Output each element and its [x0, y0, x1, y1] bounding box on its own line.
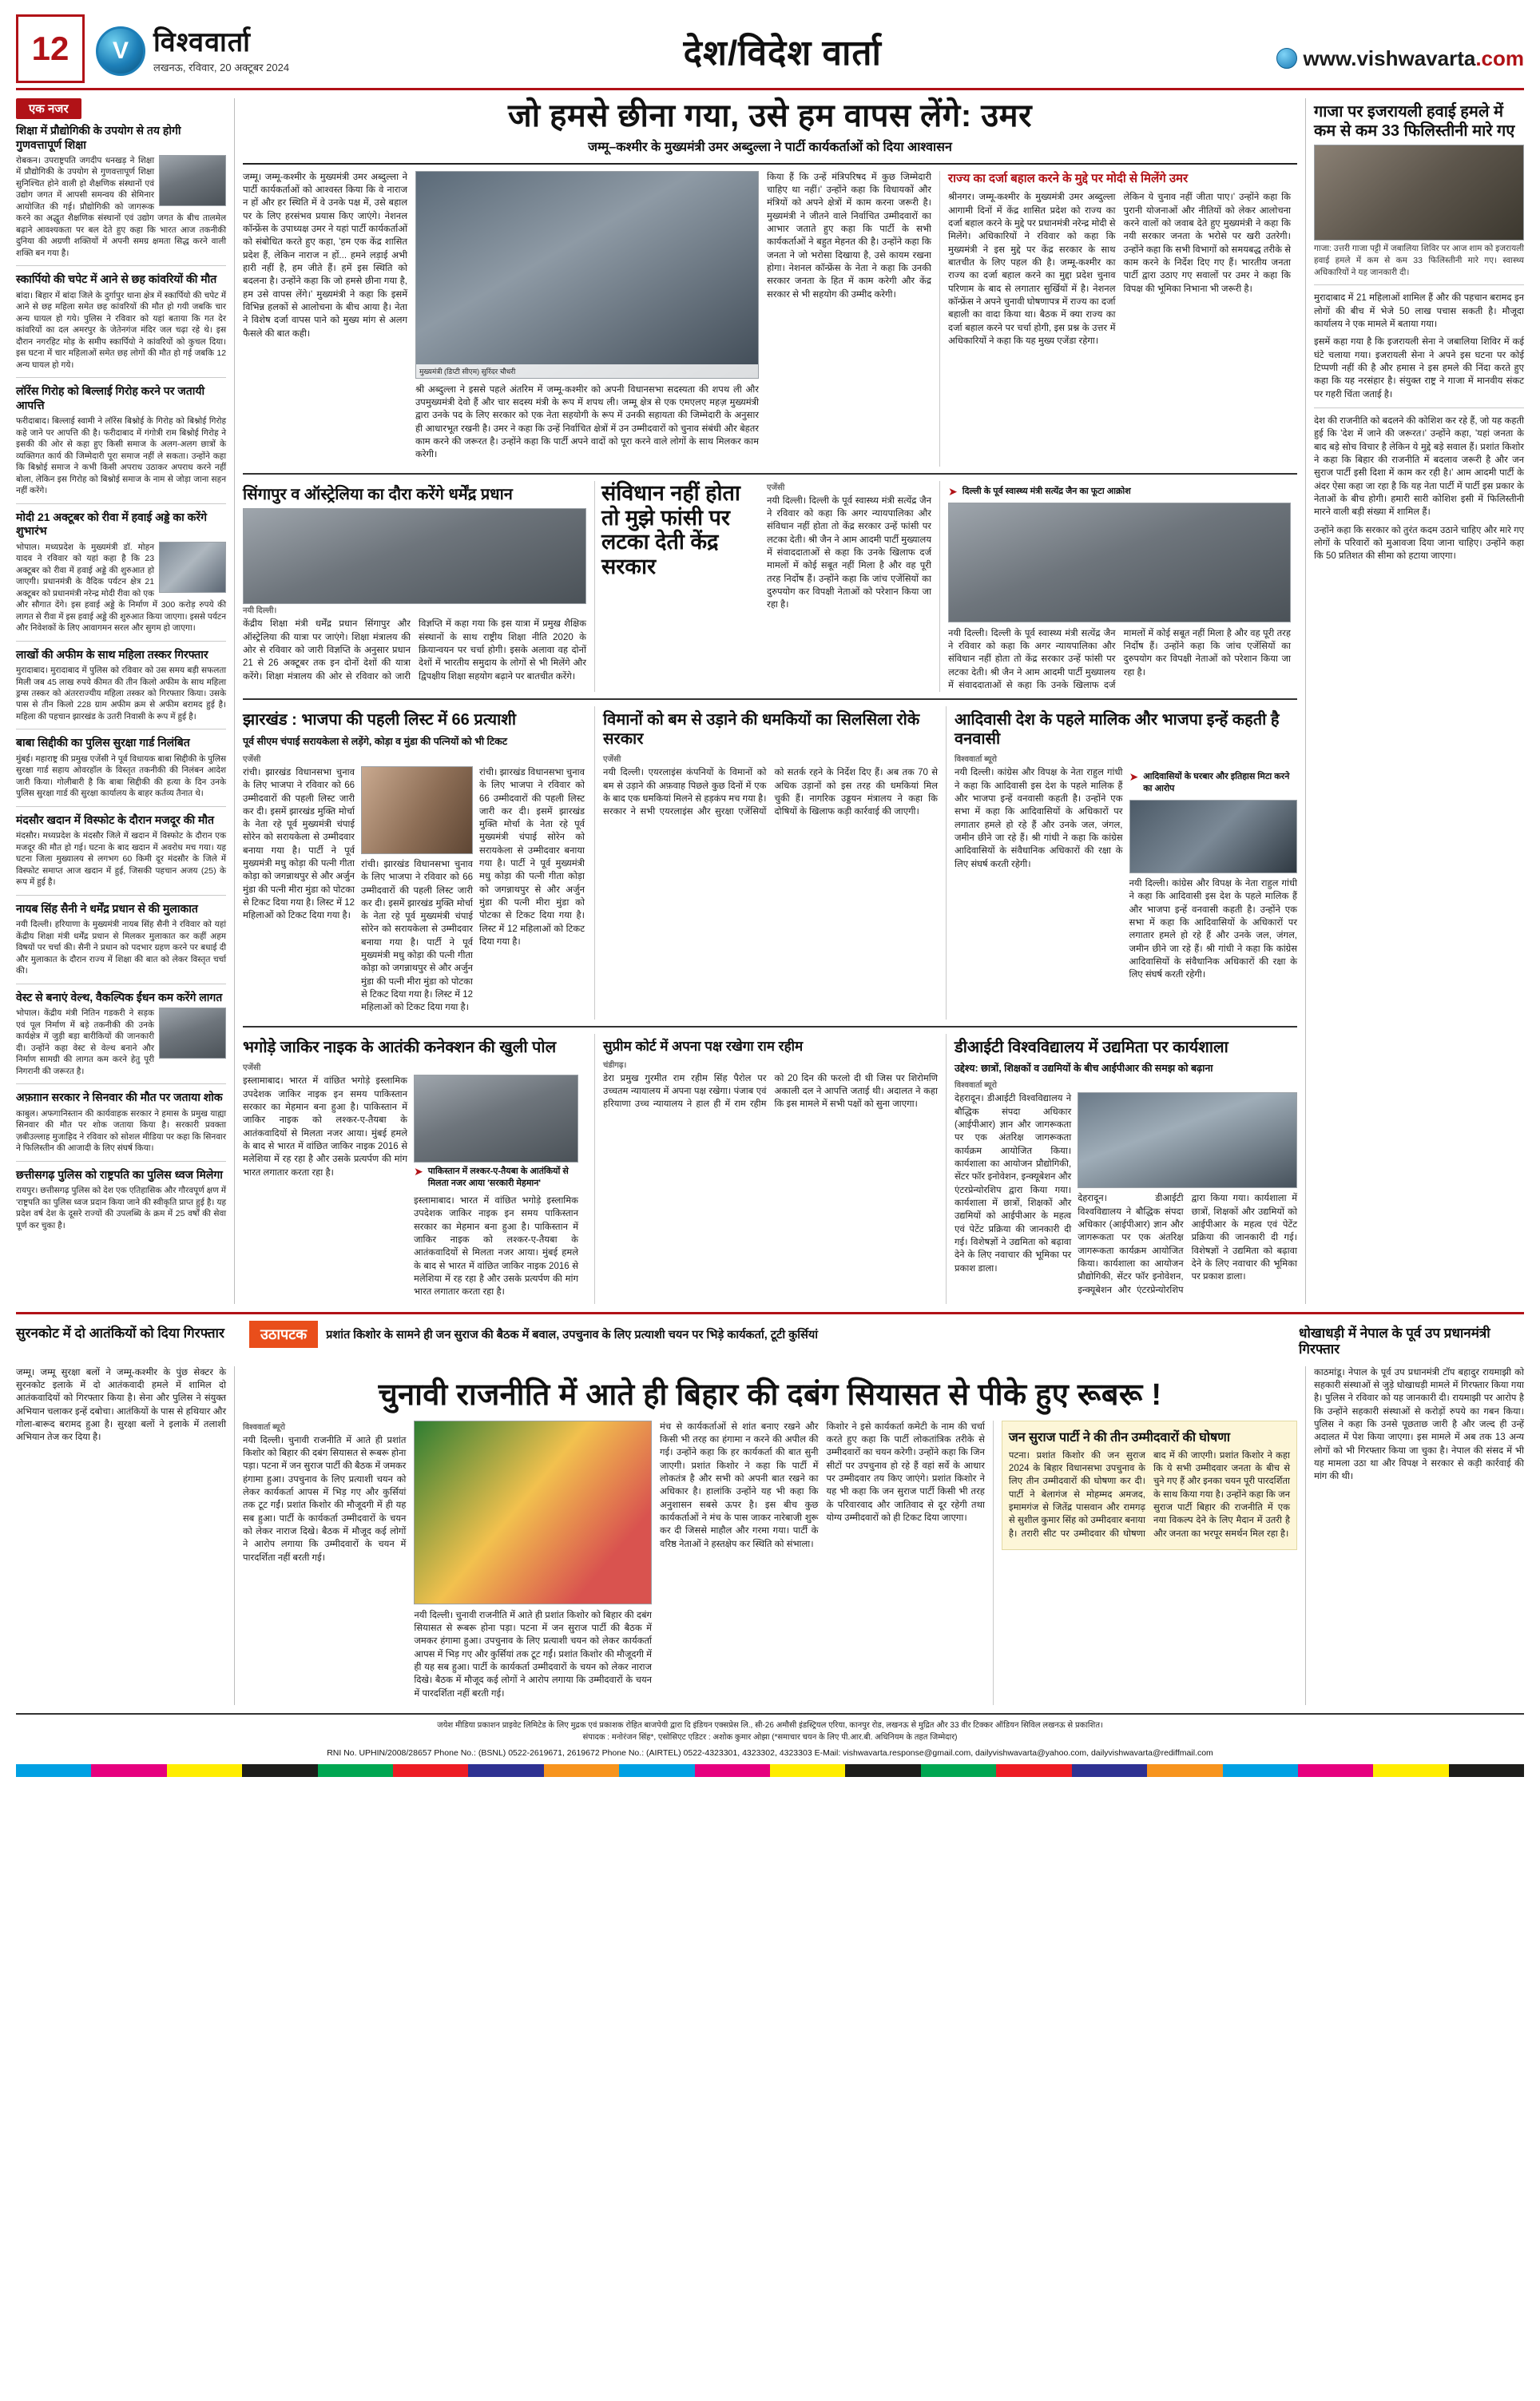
story-headline-jharkhand: झारखंड : भाजपा की पहली लिस्ट में 66 प्रत्याशी — [243, 711, 517, 729]
brief-photo — [159, 155, 226, 206]
lead-photo-caption: मुख्यमंत्री (डिप्टी सीएम) सुरिंदर चौधरी — [416, 364, 758, 378]
story-byline: चंडीगढ़। — [603, 1060, 627, 1070]
lead-subhead: जम्मू–कश्मीर के मुख्यमंत्री उमर अब्दुल्ला ने पार्टी कार्यकर्ताओं को दिया आश्वासन — [588, 141, 952, 154]
right-item-1: इसमें कहा गया है कि इजरायली सेना ने जबालिया शिविर में कई घंटे चलाया गया। इजरायली सेना ने अपने इस घटना पर कोई टिप्पणी नहीं की है और हमास ने इस हमले की निंदा करते हुए कहा कि यह नरसंहार है। संयुक्त राष्ट्र ने गाजा में मानवीय संकट पर गहरी चिंता जताई है। — [1313, 337, 1524, 400]
brief-item — [16, 1091, 226, 1154]
feature-col3: किशोर ने इसे कार्यकर्ता कमेटी के नाम की चर्चा करते हुए कहा कि पार्टी लोकतांत्रिक तरीके से उम्मीदवारों का चयन करेगी। उन्होंने कहा कि जिन सीटों पर उपचुनाव हो रहे हैं वहां सर्वे के आधार पर उम्मीदवार तय किए जाएंगे। प्रशांत किशोर ने यह भी कहा कि जन सुराज पार्टी किसी भी तरह के परिवारवाद और जातिवाद से दूर रहेगी तथा योग्य उम्मीदवारों को ही टिकट दिया जाएगा। — [826, 1421, 985, 1524]
lead-col3: किया हैं कि उन्हें मंत्रिपरिषद में कुछ जिम्मेदारी चाहिए था नहीं।' उन्होंने कहा कि विधायकों और मंत्रियों को अपने क्षेत्रों में काम करना जरूरी है। मुख्यमंत्री ने जीतने वाले निर्वाचित उम्मीदवारों का आभार जताते हुए कहा कि पार्टी के सभी कार्यकर्ताओं ने बहुत मेहनत की है। उन्होंने कहा कि जनता ने जो भरोसा दिखाया है, उसे कायम रखना होगा। नेशनल कॉन्फ्रेंस के नेता ने कहा कि उनकी सरकार जनता के हित में काम करेगी और केंद्र सरकार से भी सहयोग की उम्मीद करेगी। — [767, 172, 931, 300]
gaza-headline: गाजा पर इजरायली हवाई हमले में कम से कम 33 फिलिस्तीनी मारे गए — [1313, 103, 1515, 140]
story-text-dit: देहरादून। डीआईटी विश्वविद्यालय ने बौद्धिक संपदा अधिकार (आईपीआर) ज्ञान और जागरूकता पर एक अंतरिक्ष जागरूकता कार्यक्रम आयोजित किया। कार्यशाला का आयोजन प्रौद्योगिकी, सेंटर फॉर इनोवेशन, इन्क्यूबेशन और एंटरप्रेन्योरशिप द्वारा किया गया। कार्यशाला में छात्रों, शिक्षकों और उद्यमियों को आईपीआर के महत्व एवं पेटेंट प्रक्रिया की जानकारी दी गई। विशेषज्ञों ने उद्यमिता को बढ़ावा देने के लिए नवाचार की भूमिका पर प्रकाश डाला। — [955, 1094, 1072, 1274]
brief-text: भोपाल। मध्यप्रदेश के मुख्यमंत्री डॉ. मोहन यादव ने रविवार को यहां कहा है कि 23 अक्टूबर को रीवा में हवाई अड्डे की शुरुआत हो जाएगी। प्रधानमंत्री के वैदिक पर्यटन क्षेत्र 21 अक्टूबर को प्रधानमंत्री नरेन्द्र मोदी रीवा को एक और सौगात देंगे। इस हवाई अड्डे के निर्माण में 300 करोड़ रुपये की लागत से रीवा में इस हवाई अड्डे की शुरुआत किया जाएगा। इससे पर्यटन और निवेशकों के लिए आवागमन सरल और सुगम हो जाएगा। — [16, 542, 227, 634]
story-text-jharkhand-3: रांची। झारखंड विधानसभा चुनाव के लिए भाजपा ने रविवार को 66 उम्मीदवारों की पहली लिस्ट जारी कर दी। इसमें झारखंड मुक्ति मोर्चा के नेता रहे पूर्व मुख्यमंत्री चंपाई सोरेन को सरायकेला से उम्मीदवार बनाया गया है। पार्टी ने पूर्व मुख्यमंत्री मधु कोड़ा की पत्नी गीता कोड़ा को जगन्नाथपुर से और अर्जुन मुंडा की पत्नी मीरा मुंडा को पोटका से टिकट दिया गया है। लिस्ट में 12 महिलाओं को टिकट दिया गया है। — [479, 767, 585, 948]
lead-side-text-2: लेकिन ये चुनाव नहीं जीता पाए।' उन्होंने कहा कि पुरानी योजनाओं और नीतियों को लेकर आलोचना करने वालों को जवाब देते हुए मुख्यमंत्री ने कहा कि नयी सरकार जनता के भरोसे पर खरी उतरेगी। उन्होंने कहा कि सभी विभागों को समयबद्ध तरीके से काम करने के निर्देश दिए गए हैं। भारतीय जनता पार्टी द्वारा उठाए गए सवालों पर उमर ने कहा कि विपक्ष की भूमिका निभाना भी जरूरी है। — [1123, 193, 1291, 294]
website-tld: .com — [1475, 46, 1524, 70]
feature-col2: मंच से कार्यकर्ताओं से शांत बनाए रखने और किसी भी तरह का हंगामा न करने की अपील की गई। उन्होंने कहा कि हर कार्यकर्ता की बात सुनी जाएगी। प्रशांत किशोर ने कहा कि पार्टी में लोकतंत्र है और सभी को अपनी बात रखने का अधिकार है। हालांकि उन्होंने यह भी कहा कि अनुशासन सबसे ऊपर है। इस बीच कुछ कार्यकर्ताओं ने मंच के पास जाकर नारेबाजी शुरू कर दी जिससे माहौल और गरमा गया। पार्टी के वरिष्ठ नेताओं ने हस्तक्षेप कर स्थिति को संभाला। — [660, 1421, 819, 1549]
brief-item — [16, 511, 226, 634]
lead-headline: जो हमसे छीना गया, उसे हम वापस लेंगे: उमर — [508, 98, 1032, 133]
website-url: www.vishwavarta — [1303, 46, 1476, 70]
story-byline: एजेंसी — [767, 483, 785, 492]
publication-logo — [96, 14, 289, 83]
brief-text: मुंबई। महाराष्ट्र की प्रमुख एजेंसी ने पूर्व विधायक बाबा सिद्दीकी के पुलिस सुरक्षा गार्ड सहाय ओवरहॉल के विस्तृत तकनीकी की निलंबन आदेश जारी किया। गोलीबारी है कि बाबा सिद्दीकी की हत्या के दिन उनके पुलिस सुरक्षा गार्ड की सुरक्षा कार्यालय के बाहर कर्तव्य तैनात थे। — [16, 753, 227, 799]
brief-text: फरीदाबाद। बिल्लाई स्वामी ने लॉरेंस बिश्नोई के गिरोह को बिश्नोई गिरोह कहे जाने पर आपत्ति की है। फरीदाबाद में गंगोत्री राम बिश्नोई गिरोह ने इसकी की ओर से कहा हुए किसी समाज के अलग-अलग छात्रों के व्यक्तिगत कार्य की जिम्मेदारी पूरा समाज नहीं ले सकता। उन्होंने कहा कि बिश्नोई समाज ने कभी किसी अपराध उठाकर अपराध करने नहीं बोला, लेकिन इस गिरोह को बिश्नोई समाज के नाम से जोड़ा जाना सहन नहीं करेंगे। — [16, 416, 227, 496]
edition-date: लखनऊ, रविवार, 20 अक्टूबर 2024 — [153, 61, 290, 74]
feature-tag: उठापटक — [249, 1321, 318, 1348]
story-byline: एजेंसी — [243, 1063, 261, 1073]
story-text-adivasi-2: नयी दिल्ली। कांग्रेस और विपक्ष के नेता राहुल गांधी ने कहा कि आदिवासी इस देश के पहले मालिक हैं और भाजपा इन्हें वनवासी कहती है। उन्होंने एक सभा में कहा कि आदिवासियों के अधिकारों पर लगातार हमले हो रहे हैं और उनके जल, जंगल, जमीन छीने जा रहे हैं। श्री गांधी ने कहा कि कांग्रेस आदिवासियों के संवैधानिक अधिकारों की रक्षा के लिए संघर्ष करती रहेगी। — [1129, 879, 1297, 980]
pull-quote — [948, 486, 1291, 498]
pull-quote-text: दिल्ली के पूर्व स्वास्थ्य मंत्री सत्येंद्र जैन का फूटा आक्रोश — [962, 486, 1131, 496]
column-right-rail — [1314, 98, 1524, 1304]
brief-item — [16, 902, 226, 977]
story-headline-naik: भगोड़े जाकिर नाइक के आतंकी कनेक्शन की खुली पोल — [243, 1038, 557, 1056]
imprint-line-2: संपादक : मनोरंजन सिंह*, एसोसिएट एडिटर : अशोक कुमार ओझा (*समाचार चयन के लिए पी.आर.बी. अधिनियम के तहत जिम्मेदार) — [582, 1733, 958, 1743]
masthead — [16, 14, 1524, 90]
story-headline-ramrahim: सुप्रीम कोर्ट में अपना पक्ष रखेगा राम रहीम — [603, 1038, 804, 1054]
brief-text: बांदा। बिहार में बांदा जिले के दुर्गापुर थाना क्षेत्र में स्कार्पियो की चपेट में आने से छह महिला समेत छह कांवरियों की मौत हो गयी जबकि चार अन्य घायल हो गये। पुलिस ने रविवार को यहां बताया कि गत देर कांवरियों का दल अमरपुर के जेतेनगंज मंदिर जल चढ़ा रहे थे। इस दौरान नगरहिट मोड़ के समीप स्कार्पियो ने कांवरियों को कुचल दिया। इस घटना में चार महिलाओं समेत छह लोगों की मौत हो गई जबकि 12 अन्य घायल हो गये। — [16, 290, 227, 370]
pull-quote-naik: पाकिस्तान में लश्कर-ए-तैयबा के आतंकियों से मिलता नजर आया 'सरकारी मेहमान' — [427, 1167, 569, 1189]
brief-text: रोबकन। उपराष्ट्रपति जगदीप धनखड़ ने शिक्षा में प्रौद्योगिकी के उपयोग से गुणवत्तापूर्ण शिक्षा सुनिश्चित होने वाली हो शैक्षणिक संस्थानों एवं उद्योग जगत में आपसी समन्वय की सेमिनार आयोजित की गई। प्रौद्योगिकी को जागरूक करने का अद्धुत शैक्षणिक संस्थानों एवं उद्योग जगत के बीच तालमेल बढ़ाने आवश्यकता पर बल देते हुए कहा कि भारत आज तकनीकी दुनिया की अग्रणी शक्तियों में अपनी समग्र क्षमता सिद्ध करने वाली शक्ति बन गया है। — [16, 156, 227, 258]
feature-headline: चुनावी राजनीति में आते ही बिहार की दबंग सियासत से पीके हुए रूबरू ! — [378, 1377, 1162, 1412]
story-photo-pradhan — [243, 508, 586, 604]
brief-headline: बाबा सिद्दीकी का पुलिस सुरक्षा गार्ड निलंबित — [16, 736, 190, 749]
story-text-jharkhand-2: रांची। झारखंड विधानसभा चुनाव के लिए भाजपा ने रविवार को 66 उम्मीदवारों की पहली लिस्ट जारी कर दी। इसमें झारखंड मुक्ति मोर्चा के नेता रहे पूर्व मुख्यमंत्री चंपाई सोरेन को सरायकेला से उम्मीदवार बनाया गया है। पार्टी ने पूर्व मुख्यमंत्री मधु कोड़ा की पत्नी गीता कोड़ा को जगन्नाथपुर से और अर्जुन मुंडा की पत्नी मीरा मुंडा को पोटका से टिकट दिया गया है। लिस्ट में 12 महिलाओं को टिकट दिया गया है। — [361, 859, 473, 1013]
section-title: देश/विदेश वार्ता — [683, 34, 882, 73]
jansuraj-headline: जन सुराज पार्टी ने की तीन उम्मीदवारों की घोषणा — [1008, 1430, 1230, 1445]
nepal-headline: धोखाधड़ी में नेपाल के पूर्व उप प्रधानमंत्री गिरफ्तार — [1299, 1325, 1490, 1357]
story-headline-planes: विमानों को बम से उड़ाने की धमकियों का सिलसिला रोके सरकार — [603, 711, 920, 748]
story-text-dit-2: देहरादून। डीआईटी विश्वविद्यालय ने बौद्धिक संपदा अधिकार (आईपीआर) ज्ञान और जागरूकता पर एक अंतरिक्ष जागरूकता कार्यक्रम आयोजित किया। कार्यशाला का आयोजन प्रौद्योगिकी, सेंटर फॉर इनोवेशन, इन्क्यूबेशन और एंटरप्रेन्योरशिप द्वारा किया गया। कार्यशाला में छात्रों, शिक्षकों और उद्यमियों को आईपीआर के महत्व एवं पेटेंट प्रक्रिया की जानकारी दी गई। विशेषज्ञों ने उद्यमिता को बढ़ावा देने के लिए नवाचार की भूमिका पर प्रकाश डाला। — [1078, 1194, 1297, 1295]
brief-headline: शिक्षा में प्रौद्योगिकी के उपयोग से तय होगी गुणवत्तापूर्ण शिक्षा — [16, 124, 181, 151]
lead-photo — [415, 171, 759, 379]
brief-item — [16, 736, 226, 799]
brief-text: मंदसौर। मध्यप्रदेश के मंदसौर जिले में खदान में विस्फोट के दौरान एक मजदूर की मौत हो गई। घटना के बाद खदान में अवरोध मच गया। यह घटना जिला मुख्यालय से लगभग 60 किमी दूर मंदसौर के जिले में विस्फोट समाप्त आज खदान में हुई, जिसकी पहचान अजय (25) के रूप में हुई है। — [16, 831, 227, 888]
rni-line: RNI No. UPHIN/2008/28657 Phone No.: (BSNL) 0522-2619671, 2619672 Phone No.: (AIRTEL) 0522-4323301, 4323302, 4323303 E-Mail: vishwavarta.response@gmail.com, dailyvishwavarta@yahoo.com, dailyvishwavarta@rediffmail.com — [327, 1748, 1213, 1759]
globe-icon — [1276, 48, 1297, 69]
main-grid — [16, 98, 1524, 1304]
publication-name: विश्ववार्ता — [153, 26, 251, 58]
brief-text: काबुल। अफगानिस्तान की कार्यवाहक सरकार ने हमास के प्रमुख याह्या सिनवार की मौत पर शोक जताया किया है। सरकारी प्रवक्ता ज़बीउल्लाह मुजाहिद ने रविवार को सोशल मीडिया पर कहा कि सिनवार ने फिलिस्तीन की आजादी के लिए संघर्ष किया। — [16, 1108, 227, 1154]
story-byline: नयी दिल्ली। — [243, 606, 277, 616]
story-text-naik-2: इस्लामाबाद। भारत में वांछित भगोड़े इस्लामिक उपदेशक जाकिर नाइक इन समय पाकिस्तान सरकार का मेहमान बना हुआ है। पाकिस्तान में जाकिर नाइक को लश्कर-ए-तैयबा के आतंकवादियों से मिलता नजर आया। मुंबई हमले के बाद से भारत में वांछित जाकिर नाइक 2016 से मलेशिया में रह रहा है और उसके प्रत्यर्पण की मांग भारत लगातार करता रहा है। — [414, 1196, 578, 1298]
website-link[interactable] — [1276, 14, 1524, 83]
right-item-2: देश की राजनीति को बदलने की कोशिश कर रहे हैं, जो यह कहती हुई कि 'देश में जाने की जरूरत।' उन्होंने कहा, 'यहां जनता के बाद बड़े सोच विचार है लेकिन ये मुद्दे बड़े सवाल हैं। प्रशांत किशोर ने कहा कि बिहार की राजनीति में बदलाव जरूरी है और जन सुराज पार्टी इसी दिशा में काम कर रही है।' आम आदमी पार्टी के अंदर ऐसा कहा जा रहा है कि यह नेता पार्टी में पार्टी इस प्रकार के नेताओं के बीच होगी। हमारी सारी कोशिश इसी में फिलिस्तीनी मारने वाली बड़ी संख्या में शामिल हैं। — [1313, 415, 1524, 518]
story-byline: विश्ववार्ता ब्यूरो — [955, 755, 998, 765]
dit-workshop-photo — [1078, 1092, 1297, 1188]
brief-item — [16, 813, 226, 888]
print-color-bar — [16, 1764, 1524, 1777]
feature-col1b: नयी दिल्ली। चुनावी राजनीति में आते ही प्रशांत किशोर को बिहार की दबंग सियासत से रूबरू होना पड़ा। पटना में जन सुराज पार्टी की बैठक में जमकर हंगामा हुआ। उपचुनाव के लिए प्रत्याशी चयन को लेकर कार्यकर्ता आपस में भिड़ गए और कुर्सियां तक टूट गईं। प्रशांत किशोर की मौजूदगी में ही यह सब हुआ। पार्टी के कार्यकर्ता उम्मीदवारों के चयन को लेकर नाराज दिखे। बैठक में मौजूद कई लोगों ने आरोप लगाया कि उम्मीदवारों के चयन में पारदर्शिता नहीं बरती गई। — [414, 1610, 653, 1699]
lead-col2: श्री अब्दुल्ला ने इससे पहले अंतरिम में जम्मू-कश्मीर को अपनी विधानसभा सदस्यता की शपथ ली और उपमुख्यमंत्री देवो हैं और चार सदस्य मंत्री के रूप में शपथ ली। जम्मू क्षेत्र से एक एमएलए महज़ मुख्यमंत्री द्वारा उनके पद के लिए सरकार को एक नेता सहयोगी के रूप में उनकी सहायता की जिम्मेदारी के अनुसार ही आधारभूत रखनी है। उमर ने कहा कि उन्हें निर्वाचित क्षेत्रों में उन उम्मीदवारों को चुनाव संबंधी और बेहतर काम करने की जरूरत है। उन्होंने कहा कि पार्टी अपने वादों को पूरा करने वाले लोगों के साथ मिलकर काम करेगी। — [415, 384, 759, 460]
story-subhead-jharkhand: पूर्व सीएम चंपाई सरायकेला से लड़ेंगे, कोड़ा व मुंडा की पत्नियों को भी टिकट — [243, 735, 508, 747]
feature-photo — [414, 1421, 652, 1604]
brief-headline: अफ़ग़ान सरकार ने सिनवार की मौत पर जताया शोक — [16, 1091, 223, 1104]
quote-arrow-icon: ➤ — [1129, 770, 1139, 784]
story-headline-prdhan: सिंगापुर व ऑस्ट्रेलिया का दौरा करेंगे धर्मेंद्र प्रधान — [243, 485, 513, 503]
rahul-gandhi-photo — [1129, 800, 1298, 873]
brief-headline: छत्तीसगढ़ पुलिस को राष्ट्रपति का पुलिस ध्वज मिलेगा — [16, 1167, 223, 1181]
satyendra-jain-photo — [948, 503, 1291, 622]
brief-headline: स्कार्पियो की चपेट में आने से छह कांवरियों की मौत — [16, 272, 217, 286]
brief-item — [16, 648, 226, 723]
center-block — [243, 98, 1297, 1304]
lead-side-text: श्रीनगर। जम्मू-कश्मीर के मुख्यमंत्री उमर अब्दुल्ला आगामी दिनों में केंद्र शासित प्रदेश को राज्य का दर्जा बहाल करने के मुद्दे पर प्रधानमंत्री नरेन्द्र मोदी से मिलेंगे। अधिकारियों ने रविवार को कहा कि मुख्यमंत्री ने इस मुद्दे पर केंद्र सरकार के साथ बातचीत के लिए पहल की है। जम्मू-कश्मीर का राज्य का दर्जा बहाल करने का मुद्दा प्रदेश चुनाव परिणाम के बाद से लगातार सुर्खियों में है। नेशनल कॉन्फ्रेंस ने अपने चुनावी घोषणापत्र में राज्य का दर्जा बहाली का वादा किया था। बैठक में क्या राज्य का दर्जा बहाल करने पर चर्चा होगी, इस प्रश्न के उत्तर में अधिकारियों ने कहा कि यह मुख्य एजेंडा रहेगा। — [948, 193, 1116, 346]
brief-photo — [159, 1008, 226, 1059]
ek-nazar-tag: एक नजर — [16, 98, 81, 119]
quote-arrow-icon: ➤ — [414, 1165, 423, 1179]
story-headline-adivasi: आदिवासी देश के पहले मालिक और भाजपा इन्हें कहती है वनवासी — [955, 711, 1280, 748]
imprint-line-1: जयेश मीडिया प्रकाशन प्राइवेट लिमिटेड के लिए मुद्रक एवं प्रकाशक रोहित बाजपेयी द्वारा दि इंडियन एक्सप्रेस लि., सी-26 अमौसी इंडस्ट्रियल एरिया, कानपुर रोड, लखनऊ से मुद्रित और 33 वीर टिक्कर ऑडियन सिविल लखनऊ से प्रकाशित। — [437, 1721, 1103, 1731]
zakir-naik-photo — [414, 1075, 578, 1163]
story-byline: विश्ववार्ता ब्यूरो — [955, 1081, 998, 1091]
feature-col1: नयी दिल्ली। चुनावी राजनीति में आते ही प्रशांत किशोर को बिहार की दबंग सियासत से रूबरू होना पड़ा। पटना में जन सुराज पार्टी की बैठक में जमकर हंगामा हुआ। उपचुनाव के लिए प्रत्याशी चयन को लेकर कार्यकर्ता आपस में भिड़ गए और कुर्सियां तक टूट गईं। प्रशांत किशोर की मौजूदगी में ही यह सब हुआ। पार्टी के कार्यकर्ता उम्मीदवारों के चयन को लेकर नाराज दिखे। बैठक में मौजूद कई लोगों ने आरोप लगाया कि उम्मीदवारों के चयन में पारदर्शिता नहीं बरती गई। — [243, 1435, 407, 1563]
gaza-photo — [1314, 145, 1524, 240]
surankot-text: जम्मू। जम्मू सुरक्षा बलों ने जम्मू-कश्मीर के पुंछ सेक्टर के सुरनकोट इलाके में दो आतंकवादी हमले में शामिल दो आतंकवादियों को गिरफ्तार किया है। सेना और पुलिस ने संयुक्त अभियान चलाकर इन्हें दबोचा। आतंकियों के पास से हथियार और गोला-बारूद बरामद हुआ है। सुरक्षा बलों ने इलाके में तलाशी अभियान तेज कर दिया है। — [16, 1367, 227, 1443]
brief-item — [16, 124, 226, 259]
story-text-adivasi: नयी दिल्ली। कांग्रेस और विपक्ष के नेता राहुल गांधी ने कहा कि आदिवासी इस देश के पहले मालिक हैं और भाजपा इन्हें वनवासी कहती है। उन्होंने एक सभा में कहा कि आदिवासियों के अधिकारों पर लगातार हमले हो रहे हैं और उनके जल, जंगल, जमीन छीने जा रहे हैं। श्री गांधी ने कहा कि कांग्रेस आदिवासियों के संवैधानिक अधिकारों की रक्षा के लिए संघर्ष करती रहेगी। — [955, 768, 1123, 869]
story-subhead-dit: उद्देश्य: छात्रों, शिक्षकों व उद्यमियों के बीच आईपीआर की समझ को बढ़ाना — [955, 1063, 1213, 1075]
right-item-3: उन्होंने कहा कि सरकार को तुरंत कदम उठाने चाहिए और मारे गए लोगों के परिवारों को मुआवजा दिया जाना चाहिए। उन्होंने कहा कि 50 प्रतिशत की सीमा को हटाया जाएगा। — [1313, 525, 1524, 562]
brief-text: मुरादाबाद। मुरादाबाद में पुलिस को रविवार को उस समय बड़ी सफलता मिली जब 45 लाख रुपये कीमत की तीन किलो अफीम के साथ महिला ड्रग्स तस्कर को अंतरराज्यीय महिला तस्कर को गिरफ्तार किया। उसके पास से तीन किलो 228 ग्राम अफीम क्रम से अफीम बरामद हुई है। महिला की पहचान झारखंड के उतरी निवासी के रूप में हुई है। — [16, 666, 227, 721]
feature-kicker: प्रशांत किशोर के सामने ही जन सुराज की बैठक में बवाल, उपचुनाव के लिए प्रत्याशी चयन पर भिड़े कार्यकर्ता, टूटी कुर्सियां — [326, 1328, 819, 1342]
story-byline: एजेंसी — [243, 754, 261, 764]
pull-quote-adivasi: आदिवासियों के घरबार और इतिहास मिटा करने का आरोप — [1143, 772, 1290, 794]
brief-text: रायपुर। छत्तीसगढ़ पुलिस को देश एक एतिहासिक और गौरवपूर्ण क्षण में 'राष्ट्रपति का पुलिस ध्वज प्रदान किया जाने की स्वीकृति प्राप्त हुई है। यह प्रदेश वर्ष देश के दूसरे राज्यों की उपलब्धि के क्रम में 25 वर्षों की सेवा पूर्ण कर चुका है। — [16, 1186, 227, 1230]
feature-byline: विश्ववार्ता ब्यूरो — [243, 1422, 286, 1432]
story-text-jharkhand: रांची। झारखंड विधानसभा चुनाव के लिए भाजपा ने रविवार को 66 उम्मीदवारों की पहली लिस्ट जारी कर दी। इसमें झारखंड मुक्ति मोर्चा के नेता रहे पूर्व मुख्यमंत्री चंपाई सोरेन को सरायकेला से उम्मीदवार बनाया गया है। पार्टी ने पूर्व मुख्यमंत्री मधु कोड़ा की पत्नी गीता कोड़ा को जगन्नाथपुर से और अर्जुन मुंडा की पत्नी मीरा मुंडा को पोटका से टिकट दिया गया है। लिस्ट में 12 महिलाओं को टिकट दिया गया है। — [243, 767, 355, 921]
brief-headline: लाखों की अफीम के साथ महिला तस्कर गिरफ्तार — [16, 647, 208, 661]
brief-text: भोपाल। केंद्रीय मंत्री नितिन गडकरी ने सड़क एवं पूल निर्माण में बड़े तकनीकी की उनके कार्यक्षेत्र में जुड़ी बड़ा बारीकियों की जानकारी दी। उन्होंने कहा वेस्ट से वेल्थ बनाने और निर्माण सामग्री की लागत कम करने हेतु पूरी निगरानी की जरूरत है। — [16, 1008, 155, 1076]
brief-headline: नायब सिंह सैनी ने धर्मेंद्र प्रधान से की मुलाकात — [16, 901, 198, 915]
column-ek-nazar — [16, 98, 226, 1304]
story-text-ramrahim: डेरा प्रमुख गुरमीत राम रहीम सिंह पैरोल पर उच्चतम न्यायालय में अपना पक्ष रखेगा। पंजाब एवं हरियाणा उच्च न्यायालय ने हाल ही में राम रहीम को 20 दिन की फरलो दी थी जिस पर शिरोमणि अकाली दल ने आपत्ति जताई थी। अदालत ने कहा कि इस मामले में सभी पक्षों को सुना जाएगा। — [603, 1073, 938, 1110]
page-number: 12 — [16, 14, 85, 83]
brief-photo — [159, 542, 226, 593]
bottom-feature — [16, 1312, 1524, 1705]
lead-col1: जम्मू। जम्मू-कश्मीर के मुख्यमंत्री उमर अब्दुल्ला ने पार्टी कार्यकर्ताओं को आश्वस्त किया कि वे नाराज न हों और हर स्थिति में वे उनके पक्ष में, उसे बहाल पर के लिए हरसंभव प्रयास किए जाएंगे। नेशनल कॉन्फ्रेंस के उपाध्यक्ष उमर ने यहां पार्टी कार्यकर्ताओं को संबोधित करते हुए कहा, 'हम एक केंद्र शासित प्रदेश हैं, लेकिन नाराज न हों... हमने लड़ाई अभी हारी नहीं है, हम जीते हैं। हमें इस स्थिति को बदलना है। उन्होंने कहा कि जो हमसे छीना गया है, हम उसे वापस लेंगे।' मुख्यमंत्री ने कहा कि इसमें विभिन्न हलकों से आलोचना के बीच आया है। नेता ने विशेष दर्जा वापस पाने को मुख्य मांग से अलग फैसले की बात कही। — [243, 172, 407, 339]
quote-arrow-icon: ➤ — [948, 484, 958, 498]
brief-item — [16, 1168, 226, 1231]
brief-item — [16, 384, 226, 496]
story-text-samvidhan: नयी दिल्ली। दिल्ली के पूर्व स्वास्थ्य मंत्री सत्येंद्र जैन ने रविवार को कहा कि अगर न्यायपालिका और संविधान नहीं होता तो केंद्र सरकार उन्हें फांसी पर लटका देती। श्री जैन ने आम आदमी पार्टी मुख्यालय में संवाददाताओं से कहा कि उनके खिलाफ दर्ज मामलों में कोई सबूत नहीं मिला है और वह पूरी तरह निर्दोष हैं। उन्होंने कहा कि जांच एजेंसियों का दुरुपयोग कर विपक्षी नेताओं को परेशान किया जा रहा है। — [767, 495, 931, 610]
right-item-0: मुरादाबाद में 21 महिलाओं शामिल हैं और की पहचान बरामद इन लोगों की बीच में भेजे 50 लाख पचास सकती है। मौजूदा कार्यालय ने एक मामले में बताया गया। — [1313, 293, 1524, 329]
jansuraj-text: पटना। प्रशांत किशोर की जन सुराज 2024 के बिहार विधानसभा उपचुनाव के लिए तीन उम्मीदवारों की घोषणा कर दी। पार्टी ने बेलागंज से मोहम्मद अमजद, इमामगंज से जितेंद्र पासवान और रामगढ़ से सुशील कुमार सिंह को उम्मीदवार बनाया है। तरारी सीट पर उम्मीदवार की घोषणा बाद में की जाएगी। प्रशांत किशोर ने कहा कि ये सभी उम्मीदवार जनता के बीच से चुने गए हैं और इनका चयन पूरी पारदर्शिता के साथ किया गया है। उन्होंने कहा कि जन सुराज पार्टी बिहार की राजनीति में एक नया विकल्प देने के लिए मैदान में उतरी है और जनता का भरपूर समर्थन मिल रहा है। — [1008, 1450, 1290, 1539]
brief-item — [16, 272, 226, 371]
story-headline-samvidhan: संविधान नहीं होता तो मुझे फांसी पर लटका देती केंद्र सरकार — [601, 480, 740, 579]
story-headline-dit: डीआईटी विश्वविद्यालय में उद्यमिता पर कार्यशाला — [955, 1038, 1228, 1056]
jharkhand-photo — [361, 766, 473, 854]
brief-item — [16, 991, 226, 1077]
story-byline: एजेंसी — [603, 755, 621, 765]
brief-headline: लॉरेंस गिरोह को बिल्लाई गिरोह करने पर जतायी आपत्ति — [16, 384, 205, 411]
logo-globe-icon: V — [96, 26, 145, 76]
story-text-naik: इस्लामाबाद। भारत में वांछित भगोड़े इस्लामिक उपदेशक जाकिर नाइक इन समय पाकिस्तान सरकार का मेहमान बना हुआ है। पाकिस्तान में जाकिर नाइक को लश्कर-ए-तैयबा के आतंकवादियों से मिलता नजर आया। मुंबई हमले के बाद से भारत में वांछित जाकिर नाइक 2016 से मलेशिया में रह रहा है और उसके प्रत्यर्पण की मांग भारत लगातार करता रहा है। — [243, 1076, 407, 1178]
jansuraj-box — [1002, 1421, 1297, 1550]
lead-side-kicker: राज्य का दर्जा बहाल करने के मुद्दे पर मोदी से मिलेंगे उमर — [948, 171, 1189, 185]
brief-headline: मोदी 21 अक्टूबर को रीवा में हवाई अड्डे का करेंगे शुभारंभ — [16, 510, 207, 538]
page-footer — [16, 1713, 1524, 1777]
nepal-text: काठमांडू। नेपाल के पूर्व उप प्रधानमंत्री टॉप बहादुर रायमाझी को सहकारी संस्थाओं से जुड़े धोखाधड़ी मामले में गिरफ्तार किया गया है। पुलिस ने रविवार को यह जानकारी दी। रायमाझी पर आरोप है कि उन्होंने सहकारी संस्थाओं से करोड़ों रुपये का गबन किया। पुलिस ने कहा कि उनसे पूछताछ जारी है और जल्द ही उन्हें अदालत में पेश किया जाएगा। इस मामले में अब तक 13 अन्य लोगों को भी गिरफ्तार किया जा चुका है। नेपाल की संसद में भी यह मामला उठा था और विपक्ष ने सरकार से कड़ी कार्रवाई की मांग की थी। — [1313, 1367, 1524, 1482]
brief-headline: मंदसौर खदान में विस्फोट के दौरान मजदूर की मौत — [16, 813, 214, 826]
story-text-jain: नयी दिल्ली। दिल्ली के पूर्व स्वास्थ्य मंत्री सत्येंद्र जैन ने रविवार को कहा कि अगर न्यायपालिका और संविधान नहीं होता तो केंद्र सरकार उन्हें फांसी पर लटका देती। श्री जैन ने आम आदमी पार्टी मुख्यालय में संवाददाताओं से कहा कि उनके खिलाफ दर्ज मामलों में कोई सबूत नहीं मिला है और वह पूरी तरह निर्दोष हैं। उन्होंने कहा कि जांच एजेंसियों का दुरुपयोग कर विपक्षी नेताओं को परेशान किया जा रहा है। — [948, 628, 1291, 690]
story-text-pradhan: केंद्रीय शिक्षा मंत्री धर्मेंद्र प्रधान सिंगापुर और ऑस्ट्रेलिया की यात्रा पर जाएंगे। शिक्षा मंत्रालय की ओर से रविवार को जारी विज्ञप्ति के अनुसार प्रधान 21 से 26 अक्टूबर तक इन दोनों देशों की यात्रा करेंगे। शिक्षा मंत्रालय की ओर से रविवार को जारी विज्ञप्ति में कहा गया कि इस यात्रा में प्रमुख शैक्षिक संस्थानों के साथ राष्ट्रीय शिक्षा नीति 2020 के क्रियान्वयन पर चर्चा होगी। इसके अलावा वह दोनों देशों में भारतीय समुदाय के लोगों से भी मिलेंगे और द्विपक्षीय शिक्षा सहयोग बढ़ाने पर बातचीत करेंगे। — [243, 619, 586, 682]
story-text-planes: नयी दिल्ली। एयरलाइंस कंपनियों के विमानों को बम से उड़ाने की अफ़वाह पिछले कुछ दिनों में एक के बाद एक धमकियां मिलने से हड़कंप मच गया है। सरकार ने सभी एयरलाइंस और सुरक्षा एजेंसियों को सतर्क रहने के निर्देश दिए हैं। अब तक 70 से अधिक उड़ानों को इस तरह की धमकियां मिल चुकी हैं। नागरिक उड्डयन मंत्रालय ने कहा कि दोषियों के खिलाफ कड़ी कार्रवाई की जाएगी। — [603, 768, 938, 817]
gaza-photo-caption: गाजा: उत्तरी गाजा पट्टी में जबालिया शिविर पर आज शाम को इजरायली हवाई हमले में कम से कम 33 फिलिस्तीनी मारे गए। स्वास्थ्य अधिकारियों ने यह जानकारी दी। — [1313, 244, 1524, 277]
brief-headline: वेस्ट से बनाएं वेल्थ, वैकल्पिक ईंधन कम करेंगे लागत — [16, 990, 223, 1004]
surankot-headline: सुरनकोट में दो आतंकियों को दिया गिरफ्तार — [16, 1325, 224, 1341]
brief-text: नयी दिल्ली। हरियाणा के मुख्यमंत्री नायब सिंह सैनी ने रविवार को यहां केंद्रीय शिक्षा मंत्री धर्मेंद्र प्रधान से मिलकर मुलाकात कर कहीं अहम विषयों पर चर्चा की। सैनी ने प्रधान को पदभार ग्रहण करने पर बधाई दी और मुलाकात के दौरान राज्य में शिक्षा की बात को लेकर विस्तृत चर्चा की। — [16, 920, 227, 976]
